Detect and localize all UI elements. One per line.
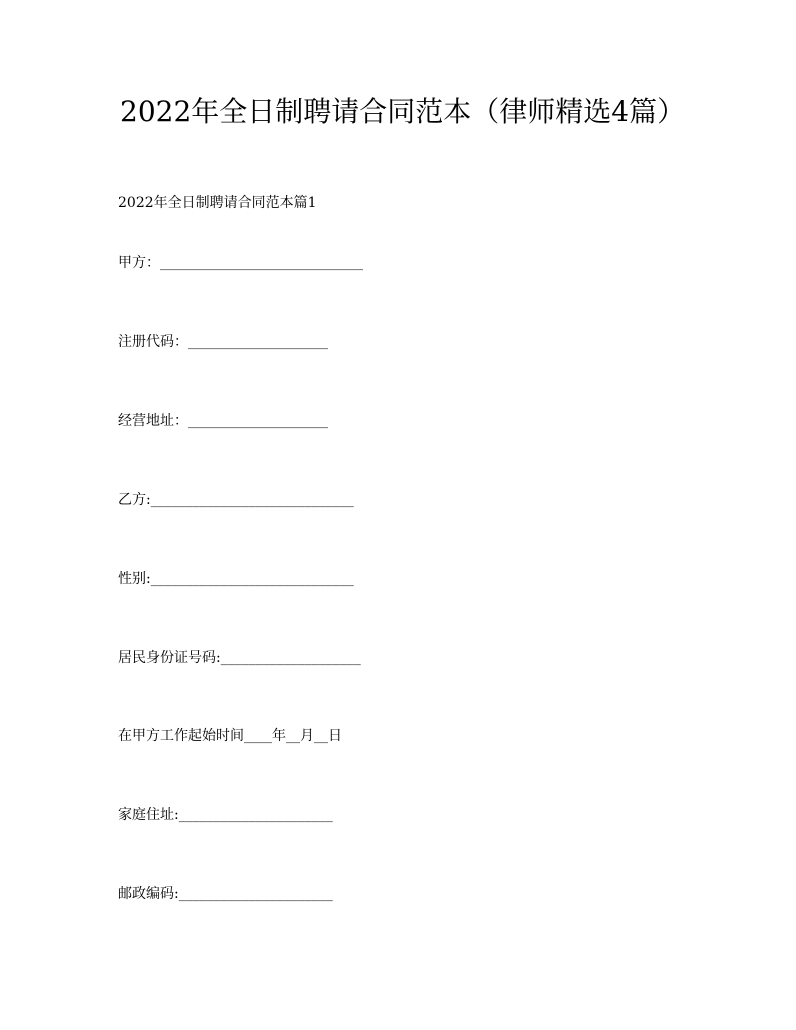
document-title: 2022年全日制聘请合同范本（律师精选4篇） (120, 95, 686, 128)
field-gender: 性别:_____________________________ (118, 571, 354, 587)
field-party-b: 乙方:_____________________________ (118, 492, 354, 508)
section-heading: 2022年全日制聘请合同范本篇1 (118, 195, 317, 211)
field-postal-code: 邮政编码:______________________ (118, 886, 333, 902)
field-party-a: 甲方：_____________________________ (118, 255, 363, 271)
field-home-address: 家庭住址:______________________ (118, 807, 333, 823)
field-start-date: 在甲方工作起始时间____年__月__日 (118, 728, 342, 744)
field-business-address: 经营地址：____________________ (118, 413, 328, 429)
field-registration-code: 注册代码：____________________ (118, 334, 328, 350)
field-id-number: 居民身份证号码:____________________ (118, 650, 361, 666)
